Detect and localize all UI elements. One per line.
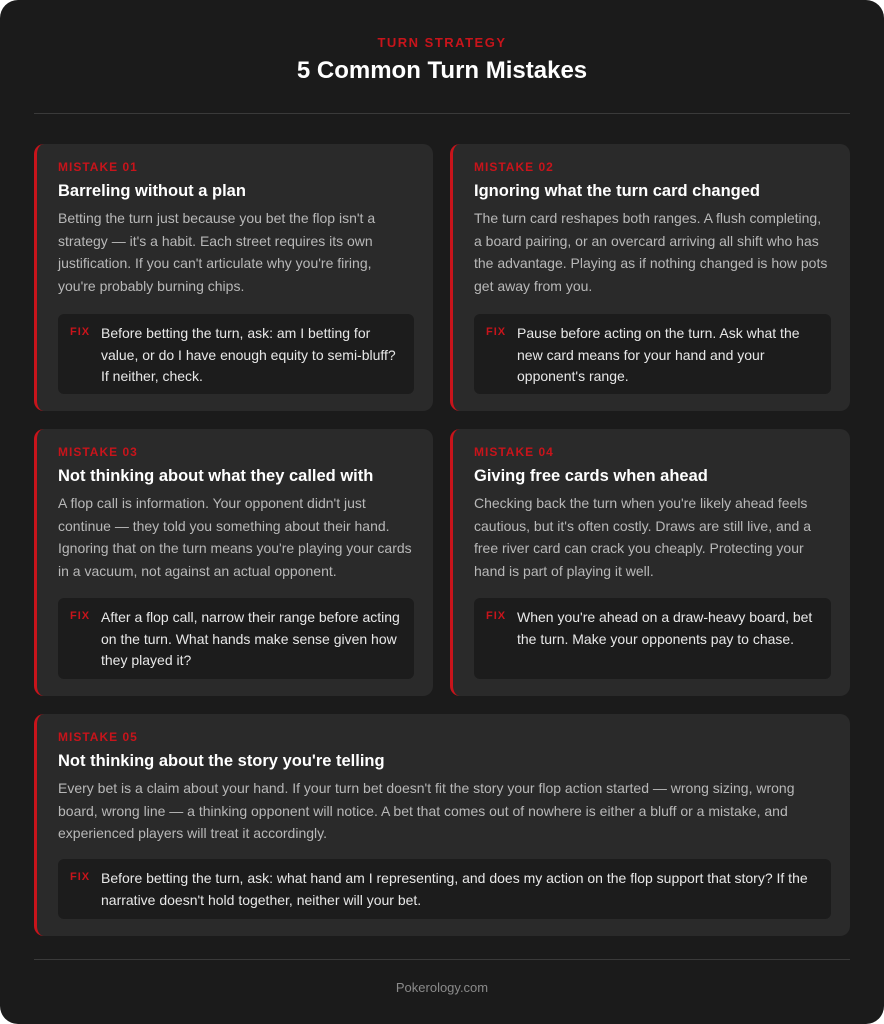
mistake-card-03 (34, 429, 433, 696)
header-divider (34, 113, 850, 114)
mistake-heading: Not thinking about what they called with (58, 467, 374, 485)
mistake-heading: Ignoring what the turn card changed (474, 182, 761, 200)
fix-text: When you're ahead on a draw-heavy board, bet the turn. Make your opponents pay to chase. (517, 609, 813, 647)
mistake-heading: Not thinking about the story you're telling (58, 752, 385, 770)
fix-box (58, 859, 831, 919)
mistake-body: Betting the turn just because you bet the flop isn't a strategy — it's a habit. Each street requires its own justification. If you can't articulate why you're firing, you're probably burning chips. (58, 210, 376, 295)
fix-text: Before betting the turn, ask: am I betting for value, or do I have enough equity to semi-bluff? If neither, check. (101, 325, 396, 384)
mistake-label: MISTAKE 03 (58, 445, 138, 459)
mistake-heading: Giving free cards when ahead (474, 467, 708, 485)
mistake-card-02 (450, 144, 850, 411)
fix-box (474, 598, 831, 679)
fix-box (58, 314, 414, 394)
mistake-label: MISTAKE 05 (58, 730, 138, 744)
page-title: 5 Common Turn Mistakes (296, 57, 588, 84)
mistake-heading: Barreling without a plan (58, 182, 246, 200)
mistake-label: MISTAKE 01 (58, 160, 138, 174)
fix-box (474, 314, 831, 394)
mistake-body: The turn card reshapes both ranges. A flush completing, a board pairing, or an overcard arriving all shift who has the advantage. Playing as if nothing changed is how pots get away from you. (474, 210, 828, 295)
fix-text: Pause before acting on the turn. Ask what the new card means for your hand and your opponent's range. (517, 325, 800, 384)
fix-tag: FIX (486, 326, 507, 338)
fix-tag: FIX (70, 871, 91, 883)
mistake-card-04 (450, 429, 850, 696)
fix-tag: FIX (70, 610, 91, 622)
fix-tag: FIX (70, 326, 91, 338)
eyebrow-label: TURN STRATEGY (377, 35, 507, 50)
mistake-card-01 (34, 144, 433, 411)
fix-text: After a flop call, narrow their range before acting on the turn. What hands make sense given how they played it? (101, 609, 400, 668)
footer-divider (34, 959, 850, 960)
mistake-card-05 (34, 714, 850, 936)
source-credit: Pokerology.com (395, 980, 489, 995)
mistake-body: Checking back the turn when you're likely ahead feels cautious, but it's often costly. Draws are still live, and a free river card can crack you cheaply. Protecting your hand is part of playing it well. (474, 495, 812, 580)
fix-tag: FIX (486, 610, 507, 622)
fix-text: Before betting the turn, ask: what hand am I representing, and does my action on the flop support that story? If the narrative doesn't hold together, neither will your bet. (101, 870, 808, 908)
mistake-body: Every bet is a claim about your hand. If your turn bet doesn't fit the story your flop action started — wrong sizing, wrong board, wrong line — a thinking opponent will notice. A bet that comes out of nowhere is either a bluff or a mistake, and experienced players will treat it accordingly. (58, 780, 795, 842)
mistake-label: MISTAKE 02 (474, 160, 554, 174)
fix-box (58, 598, 414, 679)
mistake-body: A flop call is information. Your opponent didn't just continue — they told you something about their hand. Ignoring that on the turn means you're playing your cards in a vacuum, not against an actual opponent. (58, 495, 412, 580)
mistake-label: MISTAKE 04 (474, 445, 554, 459)
